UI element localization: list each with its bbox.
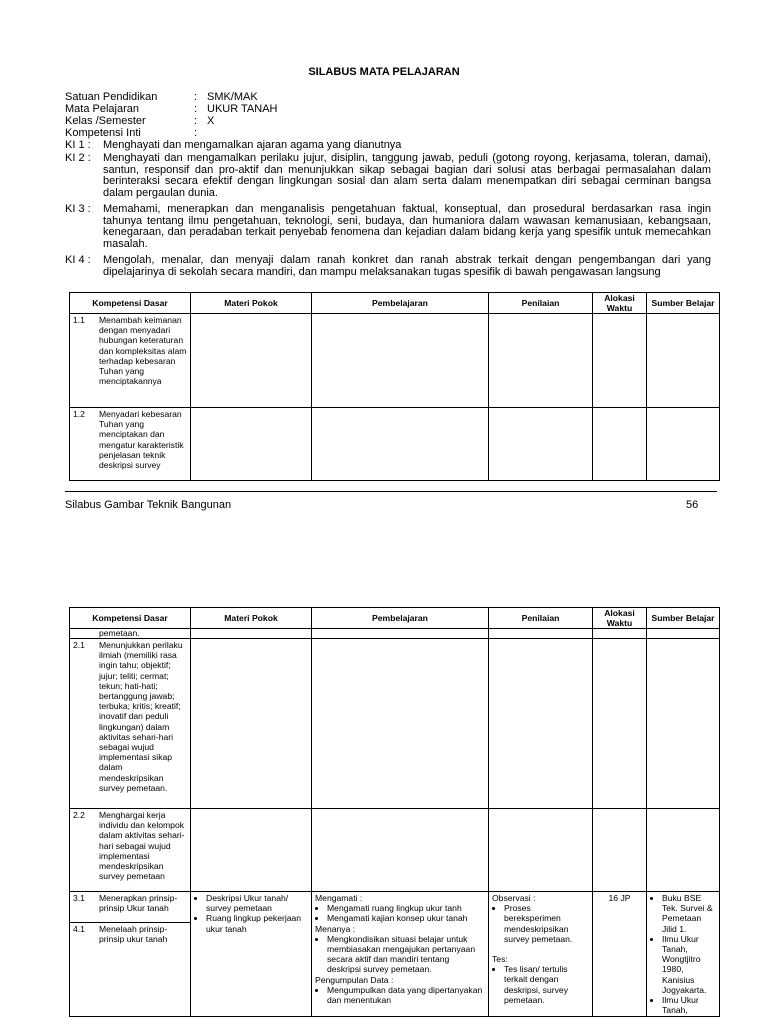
kd-number: 2.1 — [73, 640, 85, 650]
kd-text: Menerapkan prinsip-prinsip Ukur tanah — [99, 893, 178, 914]
syllabus-table-1 — [69, 292, 720, 481]
table-row — [70, 639, 720, 809]
list-item: • Tes lisan/ tertulis terkait dengan deskripsi, survey pemetaan. — [504, 964, 589, 1005]
list-item: • Proses bereksperimen mendeskripsikan survey pemetaan. — [504, 903, 589, 944]
meta-label: Kelas /Semester — [65, 115, 146, 127]
continued-text: pemetaan. — [70, 629, 191, 639]
pembelajaran-cell — [312, 892, 489, 1017]
kd-text: Menambah keimanan dengan menyadari hubungan keteraturan dan kompleksitas alam terhadap kebesaran Tuhan yang menciptakannya — [99, 315, 187, 387]
list-item: • Mengamati kajian konsep ukur tanah — [327, 913, 485, 923]
list-item: • Mengkondisikan situasi belajar untuk membiasakan mengajukan pertanyaan secara aktif dan mandiri tentang deskripsi survey pemetaan. — [327, 934, 485, 975]
list-item: • Mengumpulkan data yang dipertanyakan dan menentukan — [327, 985, 485, 1005]
ki-2 — [65, 153, 711, 199]
header-pembelajaran: Pembelajaran — [312, 608, 489, 629]
list-item: • Mengamati ruang lingkup ukur tanh — [327, 903, 485, 913]
ki-text: Mengolah, menalar, dan menyaji dalam ranah konkret dan ranah abstrak terkait dengan pengembangan dari yang dipelajarinya di sekolah secara mandiri, dan mampu melaksanakan tugas spesifik di bawah pengawasan langsung — [103, 254, 711, 278]
header-alokasi-waktu: Alokasi Waktu — [593, 608, 647, 629]
kd-number: 3.1 — [73, 893, 85, 903]
sumber-belajar-cell — [647, 892, 720, 1017]
meta-value: SMK/MAK — [207, 91, 258, 103]
section-label: Pengumpulan Data : — [315, 974, 394, 985]
header-sumber-belajar: Sumber Belajar — [647, 608, 720, 629]
list-item: • Ilmu Ukur Tanah, Wongtjitro 1980, Kanisius Jogyakarta. — [662, 934, 716, 995]
meta-value: X — [207, 115, 215, 127]
meta-value: UKUR TANAH — [207, 103, 278, 115]
table-row — [70, 892, 720, 1017]
kd-number: 2.2 — [73, 810, 85, 820]
kd-number: 1.2 — [73, 409, 85, 419]
header-kompetensi-dasar: Kompetensi Dasar — [70, 293, 191, 314]
header-penilaian: Penilaian — [489, 293, 593, 314]
ki-label: KI 3 : — [65, 203, 91, 215]
header-sumber-belajar: Sumber Belajar — [647, 293, 720, 314]
kd-text: Menelaah prinsip-prinsip ukur tanah — [99, 924, 168, 945]
syllabus-table-2 — [69, 607, 720, 1017]
section-label: Observasi : — [492, 893, 536, 903]
header-kompetensi-dasar: Kompetensi Dasar — [70, 608, 191, 629]
list-item: • Deskripsi Ukur tanah/ survey pemetaan — [206, 893, 308, 913]
ki-3 — [65, 204, 711, 250]
table-row — [70, 809, 720, 892]
materi-pokok-cell — [191, 892, 312, 1017]
footer-divider — [65, 491, 717, 492]
section-label: Mengamati : — [315, 893, 363, 903]
table-row — [70, 408, 720, 481]
list-item: • Ruang lingkup pekerjaan ukur tanah — [206, 913, 308, 933]
ki-text: Memahami, menerapkan dan menganalisis pengetahuan faktual, konseptual, dan prosedural berdasarkan rasa ingin tahunya tentang ilmu pengetahuan, teknologi, seni, budaya, dan humaniora dalam wawasan kemanusiaan, kebangsaan, kenegaraan, dan peradaban terkait penyebab fenomena dan kejadian dalam bidang kerja yang spesifik untuk memecahkan masalah. — [103, 203, 711, 250]
ki-4 — [65, 255, 711, 278]
kd-text: Menyadari kebesaran Tuhan yang menciptakan dan mengatur karakteristik penjelasan teknik deskripsi survey — [99, 409, 184, 471]
table-row — [70, 629, 720, 639]
ki-text: Menghayati dan mengamalkan perilaku jujur, disiplin, tanggung jawab, peduli (gotong royong, kerjasama, toleran, damai), santun, responsif dan pro-aktif dan menunjukkan sikap sebagai bagian dari solusi atas berbagai permasalahan dalam berinteraksi secara efektif dengan lingkungan sosial dan alam serta dalam menempatkan diri sebagai cerminan bangsa dalam pergaulan dunia. — [103, 152, 711, 199]
table-row — [70, 314, 720, 408]
meta-label: Mata Pelajaran — [65, 103, 139, 115]
section-label: Menanya : — [315, 923, 356, 934]
kd-text: Menunjukkan perilaku ilmiah (memiliki rasa ingin tahu; objektif; jujur; teliti; cermat; tekun; hati-hati; bertanggung jawab; terbuka; kritis; kreatif; inovatif dan peduli lingkungan) dalam aktivitas sehari-hari sebagai wujud implementasi sikap dalam mendeskripsikan survey pemetaan. — [99, 640, 183, 793]
ki-label: KI 4 : — [65, 254, 91, 266]
kd-number: 1.1 — [73, 315, 85, 325]
penilaian-cell — [489, 892, 593, 1017]
ki-label: KI 2 : — [65, 152, 91, 164]
ki-text: Menghayati dan mengamalkan ajaran agama yang dianutnya — [103, 139, 402, 151]
page-title: SILABUS MATA PELAJARAN — [308, 66, 460, 78]
kd-number: 4.1 — [73, 924, 85, 934]
header-penilaian: Penilaian — [489, 608, 593, 629]
meta-label: Satuan Pendidikan — [65, 91, 158, 103]
ki-1 — [65, 140, 711, 152]
header-materi-pokok: Materi Pokok — [191, 608, 312, 629]
page-number: 56 — [686, 499, 699, 511]
ki-label: KI 1 : — [65, 139, 91, 151]
header-pembelajaran: Pembelajaran — [312, 293, 489, 314]
list-item: • Buku BSE Tek. Survei & Pemetaan Jilid 1. — [662, 893, 716, 934]
alokasi-waktu-cell: 16 JP — [593, 892, 647, 1017]
header-alokasi-waktu: Alokasi Waktu — [593, 293, 647, 314]
list-item: • Ilmu Ukur Tanah, — [662, 995, 716, 1015]
kd-text: Menghargai kerja individu dan kelompok dalam aktivitas sehari-hari sebagai wujud implementasi mendeskripsikan survey pemetaan — [99, 810, 185, 882]
footer-title: Silabus Gambar Teknik Bangunan — [65, 499, 232, 511]
header-materi-pokok: Materi Pokok — [191, 293, 312, 314]
meta-label: Kompetensi Inti — [65, 127, 141, 139]
section-label: Tes: — [492, 954, 508, 965]
